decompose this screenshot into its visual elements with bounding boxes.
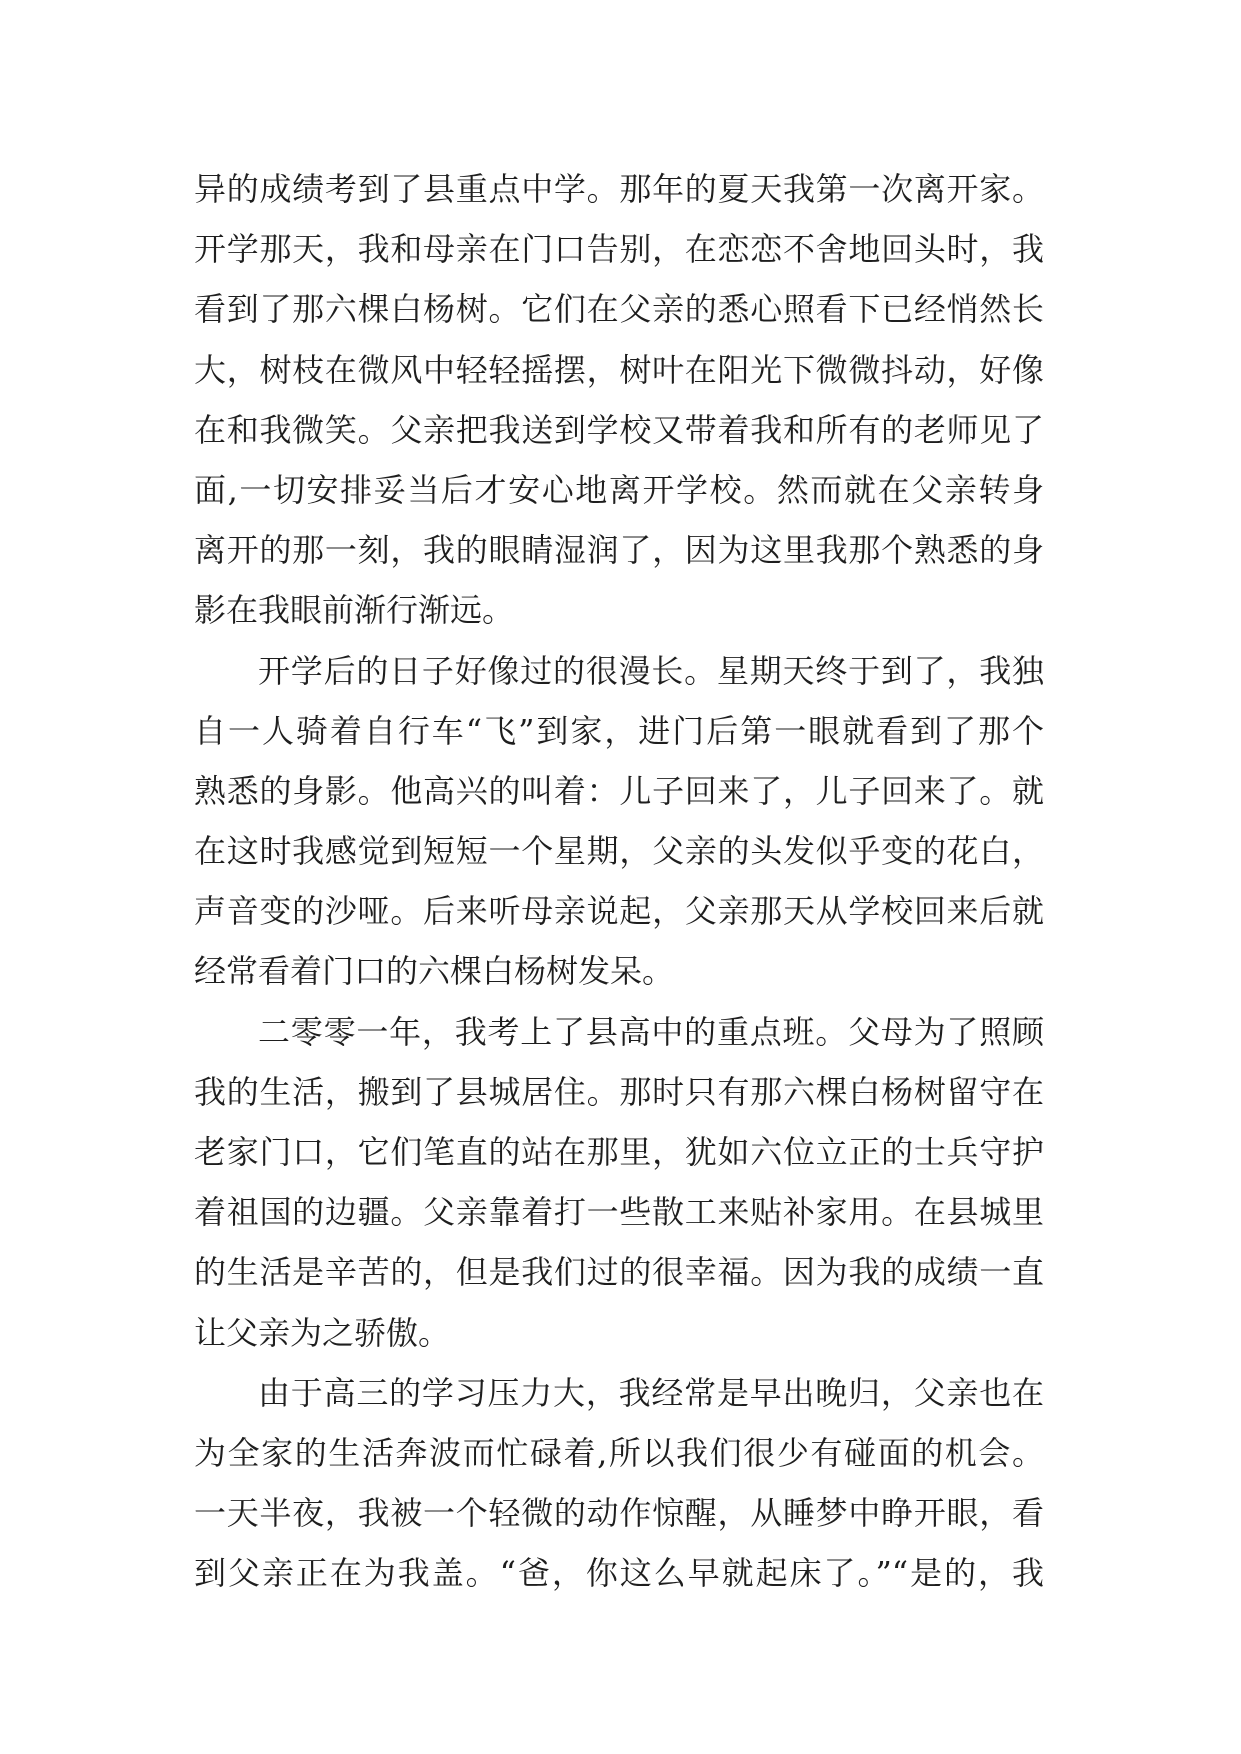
text-line: 看到了那六棵白杨树。它们在父亲的悉心照看下已经悄然长: [194, 290, 1044, 329]
text-line: 异的成绩考到了县重点中学。那年的夏天我第一次离开家。: [194, 170, 1044, 208]
text-line: 自一人骑着自行车“飞”到家，进门后第一眼就看到了那个: [194, 711, 1044, 750]
text-line-paragraph-start: 由于高三的学习压力大，我经常是早出晚归，父亲也在: [258, 1373, 1044, 1412]
text-line: 离开的那一刻，我的眼睛湿润了，因为这里我那个熟悉的身: [194, 531, 1044, 570]
text-line: 着祖国的边疆。父亲靠着打一些散工来贴补家用。在县城里: [194, 1193, 1044, 1232]
text-line: 老家门口，它们笔直的站在那里，犹如六位立正的士兵守护: [194, 1133, 1044, 1171]
text-line-paragraph-end: 让父亲为之骄傲。: [194, 1313, 451, 1352]
text-line: 大，树枝在微风中轻轻摇摆，树叶在阳光下微微抖动，好像: [194, 350, 1044, 389]
text-line: 我的生活，搬到了县城居住。那时只有那六棵白杨树留守在: [194, 1072, 1044, 1111]
text-line-paragraph-start: 开学后的日子好像过的很漫长。星期天终于到了，我独: [258, 651, 1044, 690]
text-line: 开学那天，我和母亲在门口告别，在恋恋不舍地回头时，我: [194, 230, 1044, 269]
text-line-paragraph-end: 影在我眼前渐行渐远。: [194, 591, 515, 630]
text-line: 到父亲正在为我盖。“爸，你这么早就起床了。”“是的，我: [194, 1554, 1044, 1593]
text-line-paragraph-start: 二零零一年，我考上了县高中的重点班。父母为了照顾: [258, 1012, 1044, 1051]
text-line: 在和我微笑。父亲把我送到学校又带着我和所有的老师见了: [194, 410, 1044, 449]
body-text: [194, 159, 1044, 1604]
text-line: 声音变的沙哑。后来听母亲说起，父亲那天从学校回来后就: [194, 892, 1044, 931]
text-line: 面,一切安排妥当后才安心地离开学校。然而就在父亲转身: [194, 470, 1044, 509]
text-line-paragraph-end: 经常看着门口的六棵白杨树发呆。: [194, 952, 675, 991]
text-line: 一天半夜，我被一个轻微的动作惊醒，从睡梦中睁开眼，看: [194, 1494, 1044, 1533]
text-line: 在这时我感觉到短短一个星期，父亲的头发似乎变的花白，: [194, 832, 1044, 871]
text-line: 为全家的生活奔波而忙碌着,所以我们很少有碰面的机会。: [194, 1433, 1044, 1472]
text-line: 的生活是辛苦的，但是我们过的很幸福。因为我的成绩一直: [194, 1253, 1044, 1292]
text-line: 熟悉的身影。他高兴的叫着：儿子回来了，儿子回来了。就: [194, 771, 1044, 810]
